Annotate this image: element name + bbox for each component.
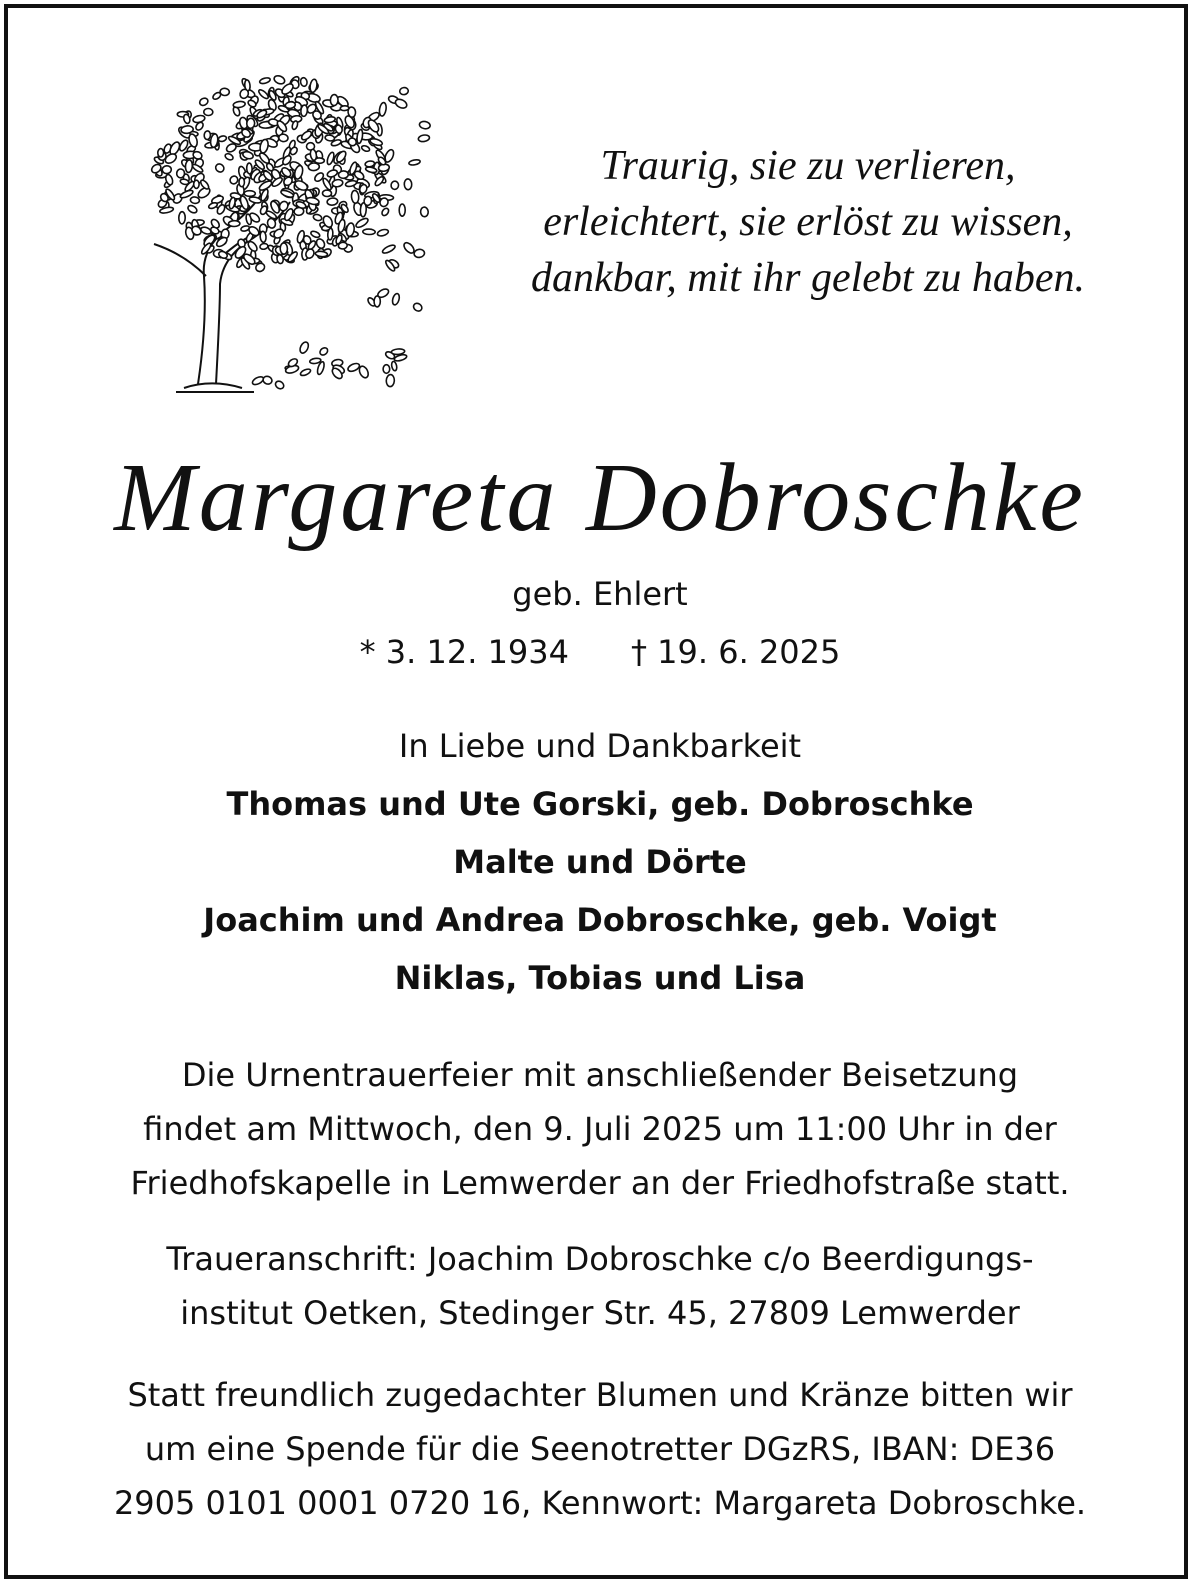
quote-line: dankbar, mit ihr gelebt zu haben.	[530, 255, 1086, 301]
birth-date: * 3. 12. 1934	[359, 633, 569, 671]
address-line: Traueranschrift: Joachim Dobroschke c/o Beerdigungs-	[166, 1240, 1034, 1278]
family-line: Thomas und Ute Gorski, geb. Dobroschke	[226, 785, 974, 823]
maiden-name: geb. Ehlert	[512, 575, 688, 613]
life-dates	[8, 632, 1192, 672]
donation-request	[8, 1368, 1192, 1530]
obituary-notice	[4, 4, 1188, 1579]
quote	[478, 138, 1138, 306]
family-line: Joachim und Andrea Dobroschke, geb. Voigt	[203, 901, 997, 939]
deceased-name: Margareta Dobroschke	[114, 444, 1086, 552]
ceremony-line: Die Urnentrauerfeier mit anschließender Beisetzung	[181, 1056, 1019, 1094]
donation-line: um eine Spende für die Seenotretter DGzRS, IBAN: DE36	[144, 1430, 1056, 1468]
ceremony-line: Friedhofskapelle in Lemwerder an der Friedhofstraße statt.	[130, 1164, 1070, 1202]
condolence-address	[8, 1232, 1192, 1340]
windblown-tree-icon	[126, 44, 436, 404]
ceremony-line: findet am Mittwoch, den 9. Juli 2025 um 11:00 Uhr in der	[143, 1110, 1057, 1148]
death-date: † 19. 6. 2025	[631, 633, 841, 671]
family-line: Malte und Dörte	[453, 843, 747, 881]
quote-line: erleichtert, sie erlöst zu wissen,	[543, 199, 1073, 245]
family-line: Niklas, Tobias und Lisa	[394, 959, 806, 997]
donation-line: 2905 0101 0001 0720 16, Kennwort: Margareta Dobroschke.	[113, 1484, 1087, 1522]
mourners-intro: In Liebe und Dankbarkeit	[398, 727, 802, 765]
address-line: institut Oetken, Stedinger Str. 45, 27809 Lemwerder	[180, 1294, 1020, 1332]
donation-line: Statt freundlich zugedachter Blumen und Kränze bitten wir	[127, 1376, 1073, 1414]
ceremony-info	[8, 1048, 1192, 1210]
quote-line: Traurig, sie zu verlieren,	[600, 143, 1016, 189]
